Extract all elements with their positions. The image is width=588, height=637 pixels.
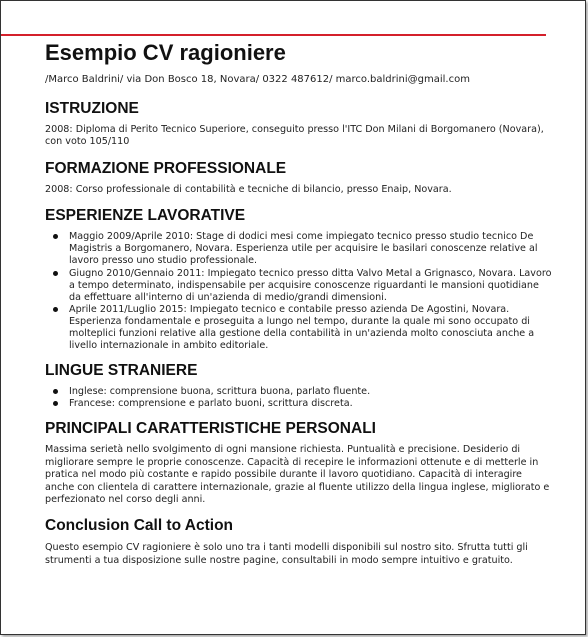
esperienza-item (69, 268, 553, 304)
section-heading-esperienze: ESPERIENZE LAVORATIVE (45, 207, 246, 225)
bullet-icon (53, 401, 58, 406)
lingua-item (69, 386, 553, 398)
caratteristiche-text: Massima serietà nello svolgimento di ogni mansione richiesta. Puntualità e precisione. Desiderio di migliorare sempre le proprie conoscenze. Capacità di recepire le informazioni ottenute e di metterle in pratica nel modo più costante e rapido possibile durante il lavoro quotidiano. Capacità di interagire anche con clientela di carattere internazionale, grazie al fluente utilizzo della lingua inglese, migliorato e perfezionato nel corso degli anni. (45, 444, 550, 505)
lingua-text: Inglese: comprensione buona, scrittura buona, parlato fluente. (69, 386, 371, 398)
esperienza-text: Maggio 2009/Aprile 2010: Stage di dodici mesi come impiegato tecnico presso studio tecnico De Magistris a Borgomanero, Novara. Esperienza utile per acquisire le basilari conoscenze relative al lavoro presso uno studio professionale. (69, 231, 538, 267)
section-heading-lingue: LINGUE STRANIERE (45, 362, 198, 380)
esperienza-text: Giugno 2010/Gennaio 2011: Impiegato tecnico presso ditta Valvo Metal a Grignasco, Novara. Lavoro a tempo determinato, indispensabile per acquisire conoscenze riguardanti le mansioni quotidiane da effettuare all'interno di un'azienda di medio/grandi dimensioni. (69, 267, 552, 303)
section-heading-istruzione: ISTRUZIONE (45, 100, 139, 117)
bullet-icon (53, 271, 58, 276)
document-title: Esempio CV ragioniere (45, 40, 286, 65)
cta-text: Questo esempio CV ragioniere è solo uno tra i tanti modelli disponibili sul nostro sito. Sfrutta tutti gli strumenti a tua disposizione sulle nostre pagine, consultabili in modo sempre intuitivo e gratuito. (45, 542, 528, 566)
bullet-icon (53, 307, 58, 312)
esperienza-item (69, 304, 553, 352)
cv-content (45, 39, 553, 577)
contact-info: /Marco Baldrini/ via Don Bosco 18, Novara/ 0322 487612/ marco.baldrini@gmail.com (45, 74, 470, 85)
section-heading-formazione: FORMAZIONE PROFESSIONALE (45, 159, 287, 177)
bullet-icon (53, 389, 58, 394)
title-accent-line (1, 34, 546, 36)
lingue-list (45, 386, 553, 410)
esperienza-text: Aprile 2011/Luglio 2015: Impiegato tecnico e contabile presso azienda De Agostini, Novara. Esperienza fondamentale e proseguita a lungo nel tempo, durante la quale mi sono occupato di molteplici funzioni relative alla gestione della contabilità in un'azienda molto conosciuta anche a livello internazionale in ambito editoriale. (69, 303, 535, 352)
esperienza-item (69, 231, 553, 267)
section-heading-cta: Conclusion Call to Action (45, 517, 234, 535)
formazione-text: 2008: Corso professionale di contabilità e tecniche di bilancio, presso Enaip, Novara. (45, 183, 452, 195)
bullet-icon (53, 234, 58, 239)
esperienze-list (45, 231, 553, 352)
lingua-text: Francese: comprensione e parlato buoni, scrittura discreta. (69, 398, 353, 410)
section-heading-caratteristiche: PRINCIPALI CARATTERISTICHE PERSONALI (45, 420, 376, 438)
istruzione-text: 2008: Diploma di Perito Tecnico Superiore, conseguito presso l'ITC Don Milani di Borgomanero (Novara), con voto 105/110 (45, 124, 544, 148)
lingua-item (69, 398, 553, 410)
